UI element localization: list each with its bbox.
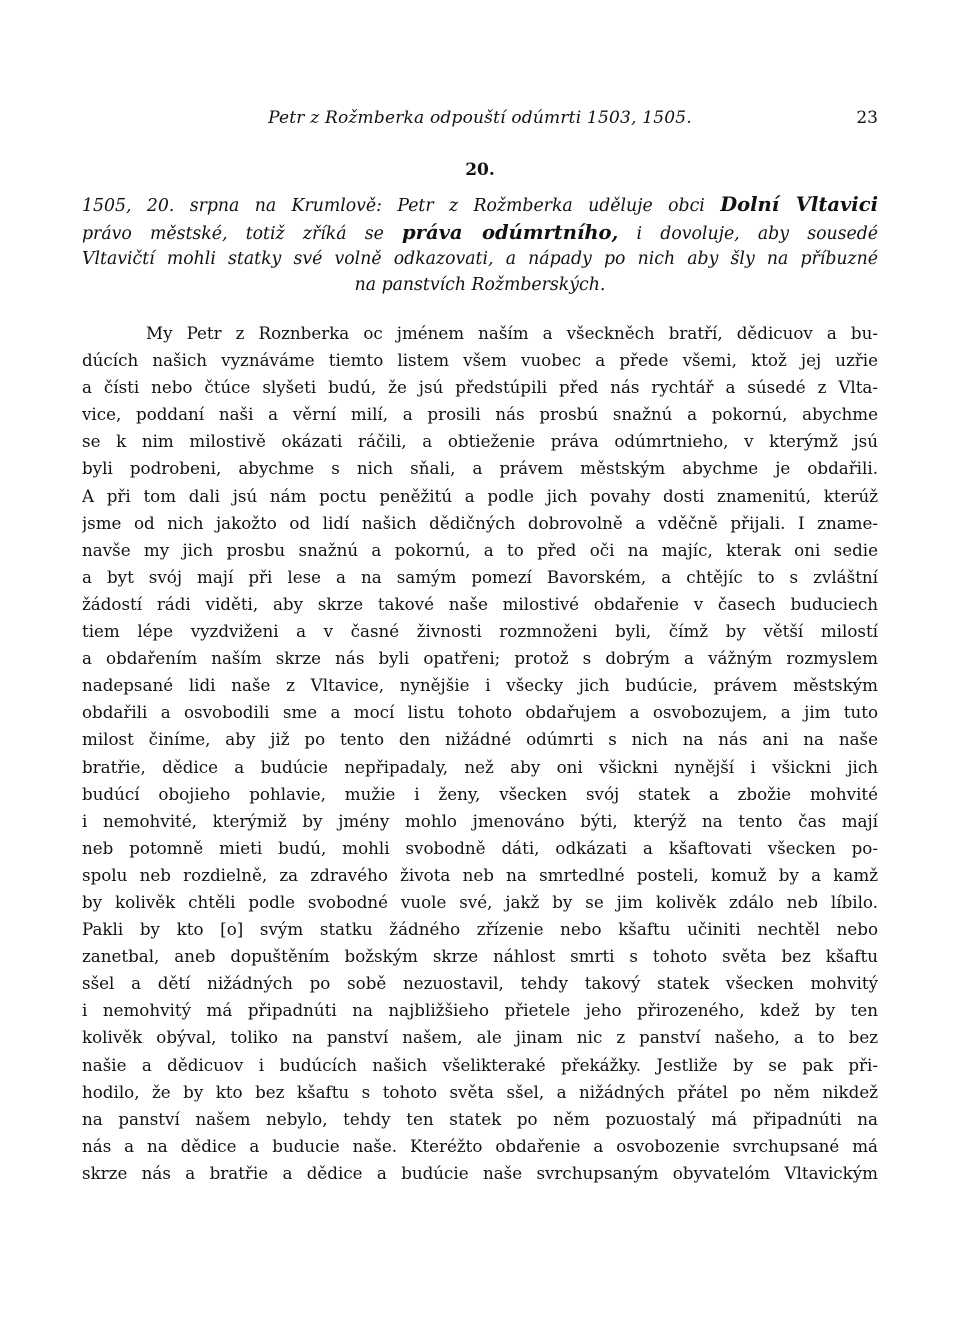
body-line: a obdařením naším skrze nás byli opatřeni; protož s dobrým a vážným rozmyslem: [82, 648, 878, 669]
body-line: neb potomně mieti budú, mohli svobodně dáti, odkázati a kšaftovati všecken po-: [82, 837, 878, 858]
body-line: spolu neb rozdielně, za zdravého života neb na smrtedlné posteli, komuž by a kamž: [82, 864, 878, 885]
body-line: žádostí rádi viděti, aby skrze takové naše milostivé obdařenie v časech buduciech: [82, 593, 878, 614]
document-number: 20.: [465, 160, 495, 180]
abstract-line: Vltavičtí mohli statky své volně odkazovati, a nápady po nich aby šly na příbuzné: [82, 249, 878, 270]
body-line: nadepsané lidi naše z Vltavice, nynějšie i všecky jich budúcie, právem městským: [82, 675, 878, 696]
body-line: dúcích našich vyznáváme tiemto listem všem vuobec a přede všemi, ktož jej uzřie: [82, 350, 878, 371]
body-line: i nemohvité, kterýmiž by jmény mohlo jmenováno býti, kterýž na tento čas mají: [82, 810, 878, 831]
running-title: Petr z Rožmberka odpouští odúmrti 1503, 1505.: [268, 108, 692, 128]
body-line: se k nim milostivě okázati ráčili, a obtieženie práva odúmrtnieho, v kterýmž jsú: [82, 431, 878, 452]
body-line: i nemohvitý má připadnúti na najbližšieho přietele jeho přirozeného, kdež by ten: [82, 1000, 878, 1021]
body-line: nás a na dědice a buducie naše. Kteréžto obdařenie a osvobozenie svrchupsané má: [82, 1135, 878, 1156]
body-line: byli podrobeni, abychme s nich sňali, a právem městským abychme je obdařili.: [82, 458, 878, 479]
body-line: Pakli by kto [o] svým statku žádného zřízenie nebo kšaftu učiniti nechtěl nebo: [82, 919, 878, 940]
body-line: jsme od nich jakožto od lidí našich dědičných dobrovolně a vděčně přijali. I zname-: [82, 512, 878, 533]
abstract-line: na panstvích Rožmberských.: [354, 274, 606, 295]
body-line: bratřie, dědice a budúcie nepřipadaly, než aby oni všickni nynější i všickni jich: [82, 756, 878, 777]
running-head: [82, 108, 878, 132]
body-line: budúcí obojieho pohlavie, mužie i ženy, všecken svój statek a zbožie mohvité: [82, 783, 878, 804]
abstract-emphasis-place: Dolní Vltavici: [720, 193, 878, 216]
body-line: zanetbal, aneb dopuštěním božským skrze náhlost smrti s tohoto světa bez kšaftu: [82, 946, 878, 967]
body-line: a čísti nebo čtúce slyšeti budú, že jsú předstúpili před nás rychtář a súsedé z Vlta-: [82, 377, 878, 398]
body-line: navše my jich prosbu snažnú a pokornú, a to před oči na majíc, kterak oni sedie: [82, 539, 878, 560]
abstract-text: i dovoluje, aby sousedé: [618, 223, 878, 244]
body-line: by kolivěk chtěli podle svobodné vuole své, jakž by se jim kolivěk zdálo neb líbilo.: [82, 891, 878, 912]
body-line: My Petr z Roznberka oc jménem naším a všeckněch bratří, dědicuov a bu-: [146, 323, 878, 343]
body-line: obdařili a osvobodili sme a mocí listu tohoto obdařujem a osvobozujem, a jim tuto: [82, 702, 878, 723]
body-line: tiem lépe vyzdviženi a v časné živnosti rozmnoženi byli, čímž by větší milostí: [82, 621, 878, 642]
abstract-line: [82, 220, 878, 248]
body-line: A při tom dali jsú nám poctu peněžitú a podle jich povahy dosti znamenitú, kterúž: [82, 485, 878, 506]
abstract-emphasis-right: práva odúmrtního,: [402, 220, 619, 244]
abstract-line: [82, 192, 878, 220]
body-line: hodilo, že by kto bez kšaftu s tohoto světa sšel, a nižádných přátel po něm nikdež: [82, 1081, 878, 1102]
abstract-text: 1505, 20. srpna na Krumlově: Petr z Rožmberka uděluje obci: [82, 196, 721, 216]
body-line: sšel a dětí nižádných po sobě nezuostavil, tehdy takový statek všecken mohvitý: [82, 973, 878, 994]
page-number: 23: [856, 108, 878, 128]
abstract-text: právo městské, totiž zříká se: [82, 223, 403, 244]
document-body: [82, 320, 878, 1187]
body-line: vice, poddaní naši a věrní milí, a prosili nás prosbú snažnú a pokornú, abychme: [82, 404, 878, 425]
body-line: skrze nás a bratřie a dědice a budúcie naše svrchupsaným obyvatelóm Vltavickým: [82, 1162, 878, 1183]
body-line: na panství našem nebylo, tehdy ten statek po něm pozuostalý má připadnúti na: [82, 1108, 878, 1129]
body-line: našie a dědicuov i budúcích našich všelikteraké překážky. Jestliže by se pak při-: [82, 1054, 878, 1075]
body-line: a byt svój mají při lese a na samým pomezí Bavorském, a chtějíc to s zvláštní: [82, 566, 878, 587]
body-line: milost činíme, aby již po tento den nižádné odúmrti s nich na nás ani na naše: [82, 729, 878, 750]
body-line: kolivěk obýval, toliko na panství našem, ale jinam nic z panství našeho, a to bez: [82, 1027, 878, 1048]
document-abstract: [82, 192, 878, 298]
